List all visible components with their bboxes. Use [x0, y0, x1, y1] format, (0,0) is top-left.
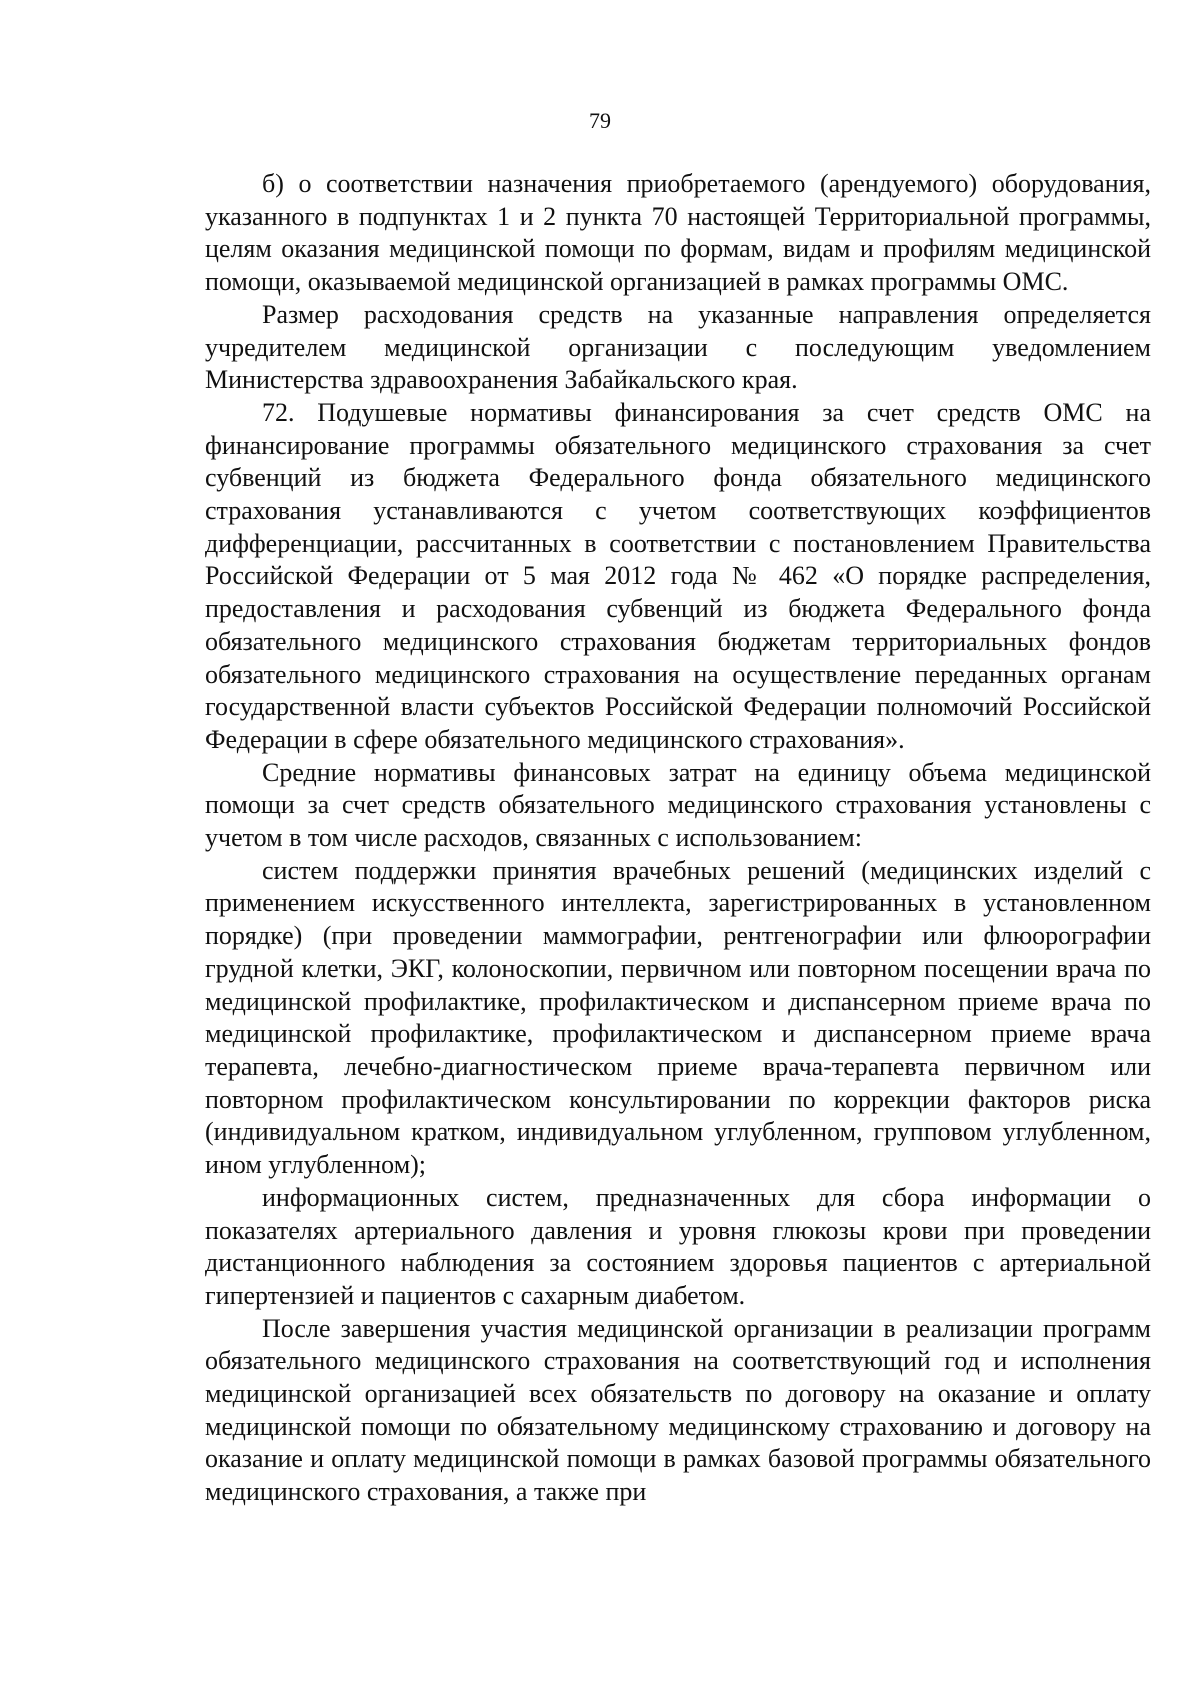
- paragraph-equipment-purpose: б) о соответствии назначения приобретаемого (арендуемого) оборудования, указанного в подпунктах 1 и 2 пункта 70 настоящей Территориальной программы, целям оказания медицинской помощи по формам, видам и профилям медицинской помощи, оказываемой медицинской организацией в рамках программы ОМС.: [205, 169, 1151, 297]
- page-number: 79: [589, 108, 611, 133]
- paragraph-after-completion: После завершения участия медицинской организации в реализации программ обязательного медицинского страхования на соответствующий год и исполнения медицинской организацией всех обязательств по договору на оказание и оплату медицинской помощи по обязательному медицинскому страхованию и договору на оказание и оплату медицинской помощи в рамках базовой программы обязательного медицинского страхования, а также при: [205, 1313, 1151, 1507]
- document-body: [205, 168, 1151, 1509]
- paragraph-information-systems: информационных систем, предназначенных для сбора информации о показателях артериального давления и уровня глюкозы крови при проведении дистанционного наблюдения за состоянием здоровья пациентов с артериальной гипертензией и пациентов с сахарным диабетом.: [205, 1182, 1151, 1310]
- paragraph-decision-support-systems: систем поддержки принятия врачебных решений (медицинских изделий с применением искусственного интеллекта, зарегистрированных в установленном порядке) (при проведении маммографии, рентгенографии или флюорографии грудной клетки, ЭКГ, колоноскопии, первичном или повторном посещении врача по медицинской профилактике, профилактическом и диспансерном приеме врача по медицинской профилактике, профилактическом и диспансерном приеме врача терапевта, лечебно-диагностическом приеме врача-терапевта первичном или повторном профилактическом консультировании по коррекции факторов риска (индивидуальном кратком, индивидуальном углубленном, групповом углубленном, ином углубленном);: [205, 855, 1151, 1180]
- paragraph-average-cost-norms: Средние нормативы финансовых затрат на единицу объема медицинской помощи за счет средств обязательного медицинского страхования установлены с учетом в том числе расходов, связанных с использованием:: [205, 757, 1151, 853]
- paragraph-spending-amount: Размер расходования средств на указанные направления определяется учредителем медицинской организации с последующим уведомлением Министерства здравоохранения Забайкальского края.: [205, 299, 1151, 395]
- paragraph-72-per-capita-norms: 72. Подушевые нормативы финансирования за счет средств ОМС на финансирование программы обязательного медицинского страхования за счет субвенций из бюджета Федерального фонда обязательного медицинского страхования устанавливаются с учетом соответствующих коэффициентов дифференциации, рассчитанных в соответствии с постановлением Правительства Российской Федерации от 5 мая 2012 года № 462 «О порядке распределения, предоставления и расходования субвенций из бюджета Федерального фонда обязательного медицинского страхования бюджетам территориальных фондов обязательного медицинского страхования на осуществление переданных органам государственной власти субъектов Российской Федерации полномочий Российской Федерации в сфере обязательного медицинского страхования».: [205, 397, 1151, 754]
